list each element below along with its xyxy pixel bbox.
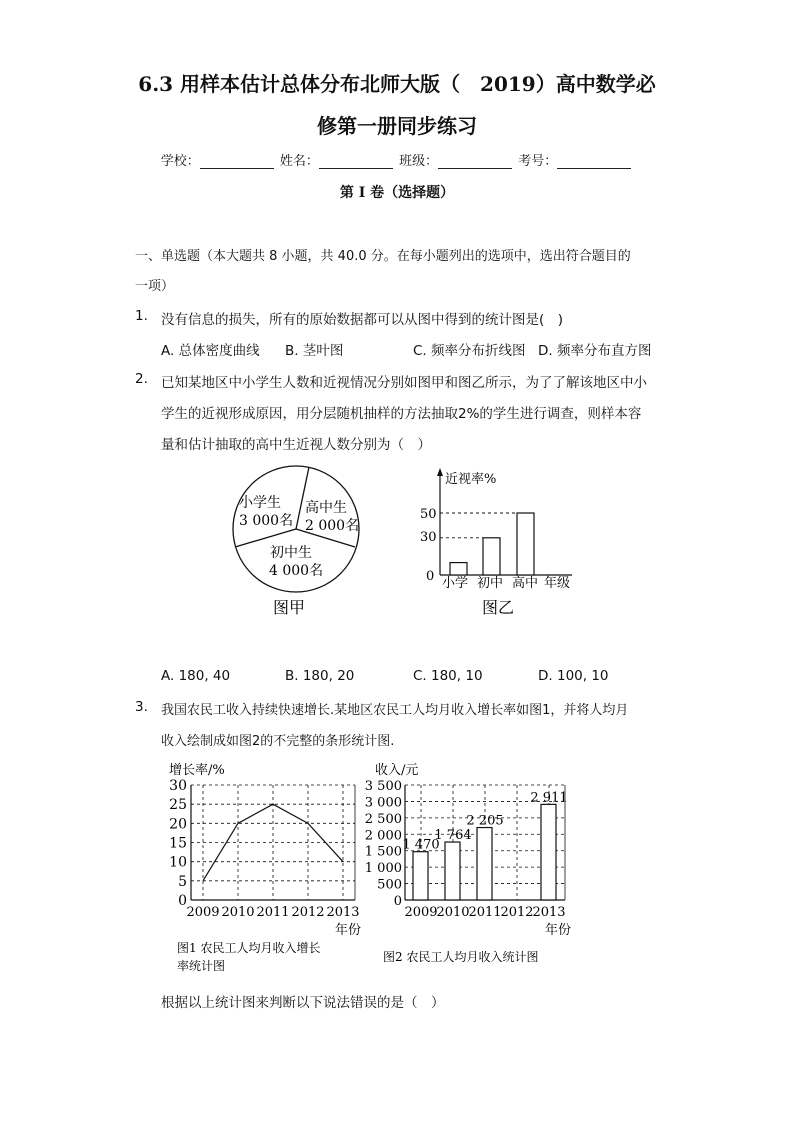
income-bar-value-label: 1 764 xyxy=(434,828,472,844)
line-ytick-label: 20 xyxy=(169,816,187,833)
income-xtick-label: 2009 xyxy=(404,905,438,920)
class-label: 班级： xyxy=(399,154,439,169)
yi-y-arrow xyxy=(437,468,443,476)
doc-title-line2: 修第一册同步练习 xyxy=(317,114,477,138)
growth-rate-line-chart xyxy=(165,758,370,980)
income-xlabel: 年份 xyxy=(545,923,572,938)
pie-label-junior: 初中生 xyxy=(270,545,312,561)
class-blank[interactable] xyxy=(438,156,512,169)
q1-text: 没有信息的损失，所有的原始数据都可以从图中得到的统计图是( ) xyxy=(161,312,564,328)
line-xtick-label: 2011 xyxy=(256,905,290,920)
income-ytick-label: 2 000 xyxy=(365,828,402,844)
income-bar-value-label: 2 205 xyxy=(466,813,504,829)
line-ytick-label: 15 xyxy=(169,835,187,852)
income-bar xyxy=(445,842,460,900)
school-blank[interactable] xyxy=(200,156,274,169)
income-ytick-label: 3 000 xyxy=(365,795,402,811)
income-bar xyxy=(541,804,556,900)
name-blank[interactable] xyxy=(319,156,393,169)
q2-option-d[interactable]: D. 100, 10 xyxy=(538,668,609,684)
exam-no-label: 考号： xyxy=(518,154,558,169)
line-caption-2: 率统计图 xyxy=(177,959,226,973)
income-bar-chart xyxy=(365,758,590,980)
q2-text-line3: 量和估计抽取的高中生近视人数分别为（ ） xyxy=(161,437,431,453)
yi-ytick-50: 50 xyxy=(420,507,437,522)
line-ylabel: 增长率/% xyxy=(169,763,225,778)
yi-cat-primary: 小学 xyxy=(442,576,469,591)
q1-number: 1. xyxy=(135,308,148,324)
line-ytick-label: 25 xyxy=(169,797,187,814)
name-label: 姓名： xyxy=(279,154,319,169)
bar-chart-yi xyxy=(420,465,585,620)
income-ylabel: 收入/元 xyxy=(375,763,419,778)
pie-value-junior: 4 000名 xyxy=(269,563,324,579)
yi-cat-junior: 初中 xyxy=(477,576,504,591)
exam-no-blank[interactable] xyxy=(557,156,631,169)
q3-text-line1: 我国农民工收入持续快速增长.某地区农民工人均月收入增长率如图1，并将人均月 xyxy=(161,703,629,718)
line-xtick-label: 2012 xyxy=(291,905,325,920)
q1-option-c[interactable]: C. 频率分布折线图 xyxy=(413,343,526,359)
pie-caption: 图甲 xyxy=(273,598,306,617)
q2-text-line2: 学生的近视形成原因，用分层随机抽样的方法抽取2%的学生进行调查，则样本容 xyxy=(161,406,642,422)
income-xtick-label: 2013 xyxy=(532,905,566,920)
pie-label-senior: 高中生 xyxy=(305,500,347,516)
income-ytick-label: 1 500 xyxy=(365,844,402,860)
yi-caption: 图乙 xyxy=(482,598,515,617)
income-ytick-label: 0 xyxy=(393,894,402,909)
school-label: 学校： xyxy=(160,154,200,169)
student-info xyxy=(0,150,794,169)
volume-heading: 第 I 卷（选择题） xyxy=(339,185,455,201)
pie-value-senior: 2 000名 xyxy=(305,518,360,534)
income-bar-value-label: 1 470 xyxy=(402,837,440,853)
income-bar xyxy=(413,852,428,900)
income-xtick-label: 2011 xyxy=(468,905,502,920)
yi-ytick-30: 30 xyxy=(420,530,437,545)
q2-option-a[interactable]: A. 180, 40 xyxy=(161,668,231,684)
section-heading-line2: 一项） xyxy=(135,279,175,294)
q3-text-line2: 收入绘制成如图2的不完整的条形统计图. xyxy=(161,734,395,749)
income-ytick-label: 1 000 xyxy=(365,861,402,877)
yi-bar xyxy=(483,538,500,575)
line-xtick-label: 2010 xyxy=(221,905,255,920)
yi-bar xyxy=(517,513,534,575)
line-xlabel: 年份 xyxy=(335,923,362,938)
income-ytick-label: 3 500 xyxy=(365,779,402,794)
yi-ytick-0: 0 xyxy=(426,569,435,584)
line-xtick-label: 2013 xyxy=(326,905,360,920)
income-xtick-label: 2012 xyxy=(500,905,534,920)
yi-ylabel: 近视率% xyxy=(445,472,497,487)
section-heading-line1: 一、单选题（本大题共 8 小题，共 40.0 分。在每小题列出的选项中，选出符合题目的 xyxy=(135,249,631,264)
yi-cat-senior: 高中 xyxy=(512,576,539,591)
income-ytick-label: 500 xyxy=(377,877,402,893)
yi-xlabel: 年级 xyxy=(544,576,571,591)
q1-option-b[interactable]: B. 茎叶图 xyxy=(285,343,344,359)
q1-option-d[interactable]: D. 频率分布直方图 xyxy=(538,343,652,359)
line-ytick-label: 30 xyxy=(169,778,187,794)
income-caption: 图2 农民工人均月收入统计图 xyxy=(383,950,539,964)
q3-number: 3. xyxy=(135,699,148,715)
q1-option-a[interactable]: A. 总体密度曲线 xyxy=(161,343,260,359)
income-xtick-label: 2010 xyxy=(436,905,470,920)
line-caption-1: 图1 农民工人均月收入增长 xyxy=(177,941,321,955)
line-ytick-label: 5 xyxy=(178,873,187,890)
income-ytick-label: 2 500 xyxy=(365,811,402,827)
line-ytick-label: 0 xyxy=(178,893,187,909)
pie-label-primary: 小学生 xyxy=(239,495,281,511)
income-bar-value-label: 2 911 xyxy=(530,790,568,806)
income-bar xyxy=(477,828,492,900)
q2-option-c[interactable]: C. 180, 10 xyxy=(413,668,483,684)
yi-bar xyxy=(450,563,467,575)
line-ytick-label: 10 xyxy=(169,854,187,871)
pie-value-primary: 3 000名 xyxy=(239,513,294,529)
line-xtick-label: 2009 xyxy=(186,905,220,920)
doc-title-line1: 6.3 用样本估计总体分布北师大版（ 2019）高中数学必 xyxy=(138,72,656,96)
q2-text-line1: 已知某地区中小学生人数和近视情况分别如图甲和图乙所示，为了了解该地区中小 xyxy=(161,375,647,391)
q2-option-b[interactable]: B. 180, 20 xyxy=(285,668,355,684)
q3-text-after: 根据以上统计图来判断以下说法错误的是（ ） xyxy=(161,995,445,1011)
pie-chart-jia xyxy=(225,465,370,620)
q2-number: 2. xyxy=(135,371,148,387)
